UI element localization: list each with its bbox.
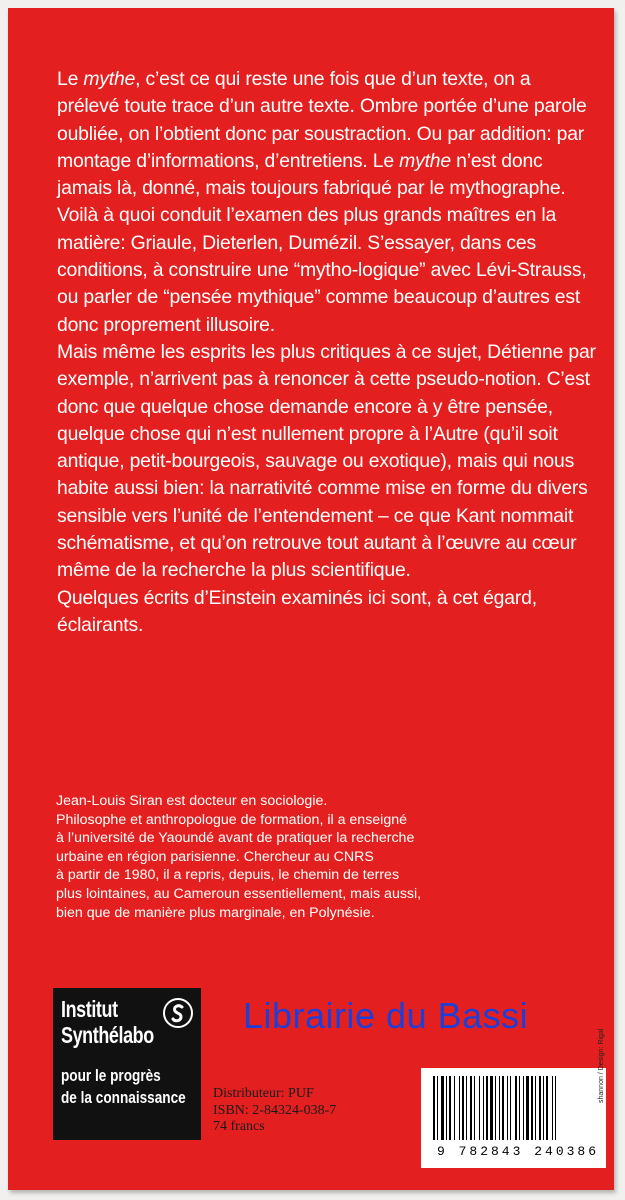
logo-line-1: Institut xyxy=(61,996,118,1022)
blurb-text xyxy=(57,66,597,639)
bio-line: plus lointaines, au Cameroun essentiellement, mais aussi, xyxy=(56,885,422,902)
author-bio xyxy=(56,792,576,922)
logo-emblem-icon xyxy=(163,998,193,1028)
distribution-info xyxy=(213,1086,336,1136)
barcode-number: 9 782843 240386 xyxy=(437,1144,600,1159)
blurb-paragraph-3: Quelques écrits d’Einstein examinés ici sont, à cet égard, éclairants. xyxy=(57,586,537,636)
bio-line: bien que de manière plus marginale, en Polynésie. xyxy=(56,904,375,921)
text-segment: Le xyxy=(57,68,84,90)
distributor: Distributeur: PUF xyxy=(213,1086,314,1101)
seller-watermark: Librairie du Bassi xyxy=(243,995,529,1036)
bio-line: à l’université de Yaoundé avant de pratiquer la recherche xyxy=(56,830,415,847)
bio-line: Philosophe et anthropologue de formation, il a enseigné xyxy=(56,811,407,828)
design-credit: shannon / Design: Rigal xyxy=(598,1028,605,1103)
blurb-paragraph-2: Mais même les esprits les plus critiques à ce sujet, Détienne par exemple, n’arrivent pas à renoncer à cette pseudo-notion. C’est donc que quelque chose demande encore à y être pensée, quelque chose qui n’est nullement propre à l’Autre (qu’il soit antique, petit-bourgeois, sauvage ou exotique), mais qui nous habite aussi bien: la narrativité comme mise en forme du divers sensible vers l’unité de l’entendement – ce que Kant nommait schématisme, et qu’on retrouve tout autant à l’œuvre au cœur même de la recherche la plus scientifique. xyxy=(57,340,596,582)
blurb-paragraph-1 xyxy=(57,66,597,339)
logo-line-2: Synthélabo xyxy=(61,1022,154,1048)
bio-line: Jean-Louis Siran est docteur en sociologie. xyxy=(56,793,328,809)
barcode xyxy=(421,1068,606,1168)
price: 74 francs xyxy=(213,1119,265,1134)
text-segment: , c’est ce qui reste une fois que d’un texte, on a prélevé toute trace d’un autre texte. Ombre portée d’une parole oubliée, on l’obtient donc par soustraction. Ou par addition: par montage d’informations, d’entretiens. Le xyxy=(57,68,587,172)
italic-word: mythe xyxy=(399,149,451,172)
text-segment: n’est donc jamais là, donné, mais toujours fabriqué par le mythographe. Voilà à quoi conduit l’examen des plus grands maîtres en la matière: Griaule, Dieterlen, Dumézil. S’essayer, dans ces conditions, à construire une “mytho-logique” avec Lévi-Strauss, ou parler de “pensée mythique” comme beaucoup d’autres est donc proprement illusoire. xyxy=(57,149,587,336)
isbn: ISBN: 2-84324-038-7 xyxy=(213,1102,337,1118)
bio-line: urbaine en région parisienne. Chercheur au CNRS xyxy=(56,848,374,865)
bio-line: à partir de 1980, il a repris, depuis, le chemin de terres xyxy=(56,867,400,884)
barcode-bars-icon xyxy=(429,1076,599,1142)
italic-word: mythe xyxy=(83,68,136,90)
logo-line-4: de la connaissance xyxy=(61,1088,186,1107)
publisher-logo xyxy=(53,988,201,1140)
logo-line-3: pour le progrès xyxy=(61,1066,161,1085)
